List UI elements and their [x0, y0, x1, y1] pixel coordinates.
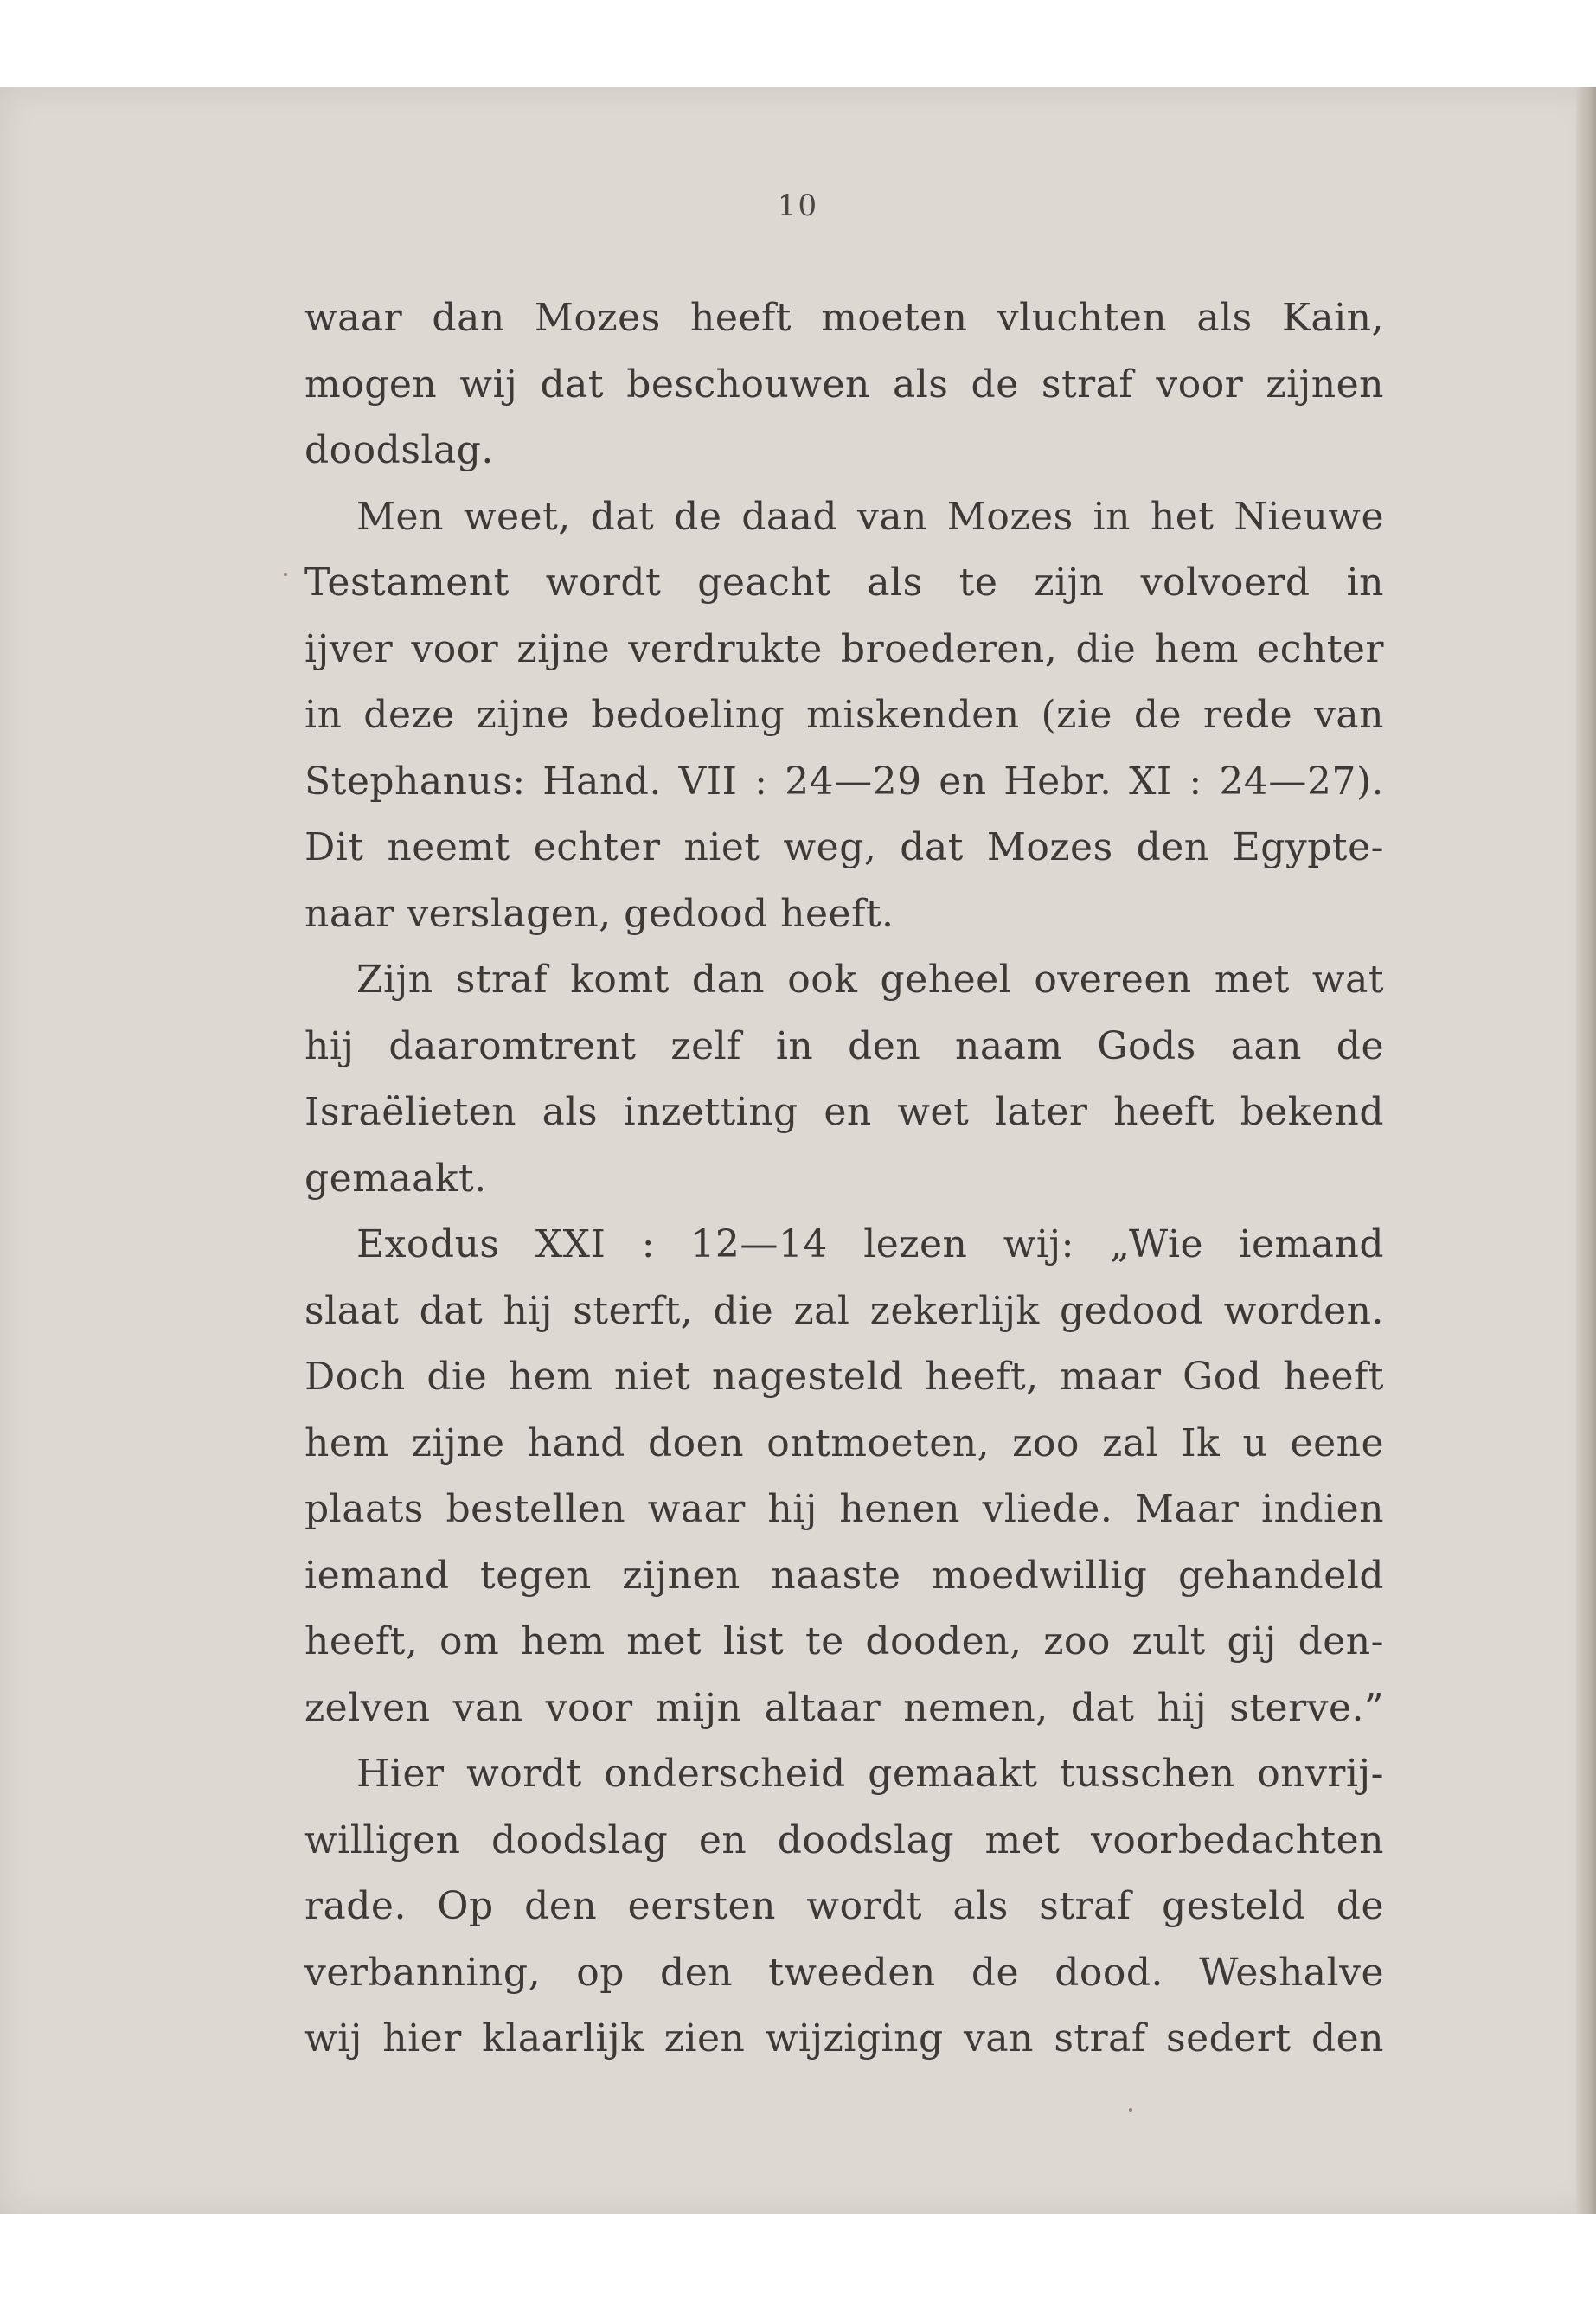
text-line: mogen wij dat beschouwen als de straf voor zijnen	[304, 362, 1384, 407]
paragraph	[304, 484, 1384, 948]
paper-speck	[284, 573, 287, 576]
text-line: Israëlieten als inzetting en wet later heeft bekend	[304, 1090, 1384, 1134]
text-line: Zijn straf komt dan ook geheel overeen met wat	[356, 958, 1384, 1002]
page-edge-shadow	[1576, 87, 1596, 2214]
text-line: plaats bestellen waar hij henen vliede. Maar indien	[304, 1487, 1384, 1531]
text-line: slaat dat hij sterft, die zal zekerlijk gedood worden.	[304, 1288, 1384, 1333]
text-line: doodslag.	[304, 428, 494, 472]
text-line: Exodus XXI : 12—14 lezen wij: „Wie iemand	[356, 1222, 1384, 1266]
text-line: ijver voor zijne verdrukte broederen, die hem echter	[304, 626, 1384, 671]
text-line: Doch die hem niet nagesteld heeft, maar God heeft	[304, 1355, 1384, 1399]
text-line: gemaakt.	[304, 1156, 487, 1201]
text-line: zelven van voor mijn altaar nemen, dat hij sterve.”	[304, 1685, 1384, 1730]
text-line: iemand tegen zijnen naaste moedwillig gehandeld	[304, 1553, 1384, 1598]
page-number: 10	[777, 189, 819, 223]
paragraph	[304, 947, 1384, 1212]
text-line: in deze zijne bedoeling miskenden (zie de rede van	[304, 693, 1384, 737]
text-line: naar verslagen, gedood heeft.	[304, 891, 894, 936]
paper-speck	[1129, 2108, 1132, 2112]
paragraph	[304, 1212, 1384, 1741]
text-line: Men weet, dat de daad van Mozes in het Nieuwe	[356, 494, 1384, 539]
paragraph	[304, 285, 1384, 484]
text-line: Hier wordt onderscheid gemaakt tusschen onvrij-	[356, 1752, 1384, 1796]
text-line: rade. Op den eersten wordt als straf gesteld de	[304, 1884, 1384, 1928]
text-line: heeft, om hem met list te dooden, zoo zult gij den-	[304, 1619, 1384, 1663]
text-line: waar dan Mozes heeft moeten vluchten als Kain,	[304, 296, 1384, 340]
text-line: willigen doodslag en doodslag met voorbedachten	[304, 1817, 1384, 1862]
text-line: hij daaromtrent zelf in den naam Gods aan de	[304, 1023, 1384, 1068]
paragraph	[304, 1741, 1384, 2073]
text-line: verbanning, op den tweeden de dood. Weshalve	[304, 1950, 1384, 1995]
text-line: Stephanus: Hand. VII : 24—29 en Hebr. XI : 24—27).	[304, 759, 1384, 804]
text-line: Dit neemt echter niet weg, dat Mozes den Egypte-	[304, 825, 1384, 869]
text-line: wij hier klaarlijk zien wijziging van straf sedert den	[304, 2016, 1384, 2061]
text-line: hem zijne hand doen ontmoeten, zoo zal Ik u eene	[304, 1420, 1384, 1465]
text-line: Testament wordt geacht als te zijn volvoerd in	[304, 561, 1384, 605]
body-text	[304, 285, 1384, 2073]
